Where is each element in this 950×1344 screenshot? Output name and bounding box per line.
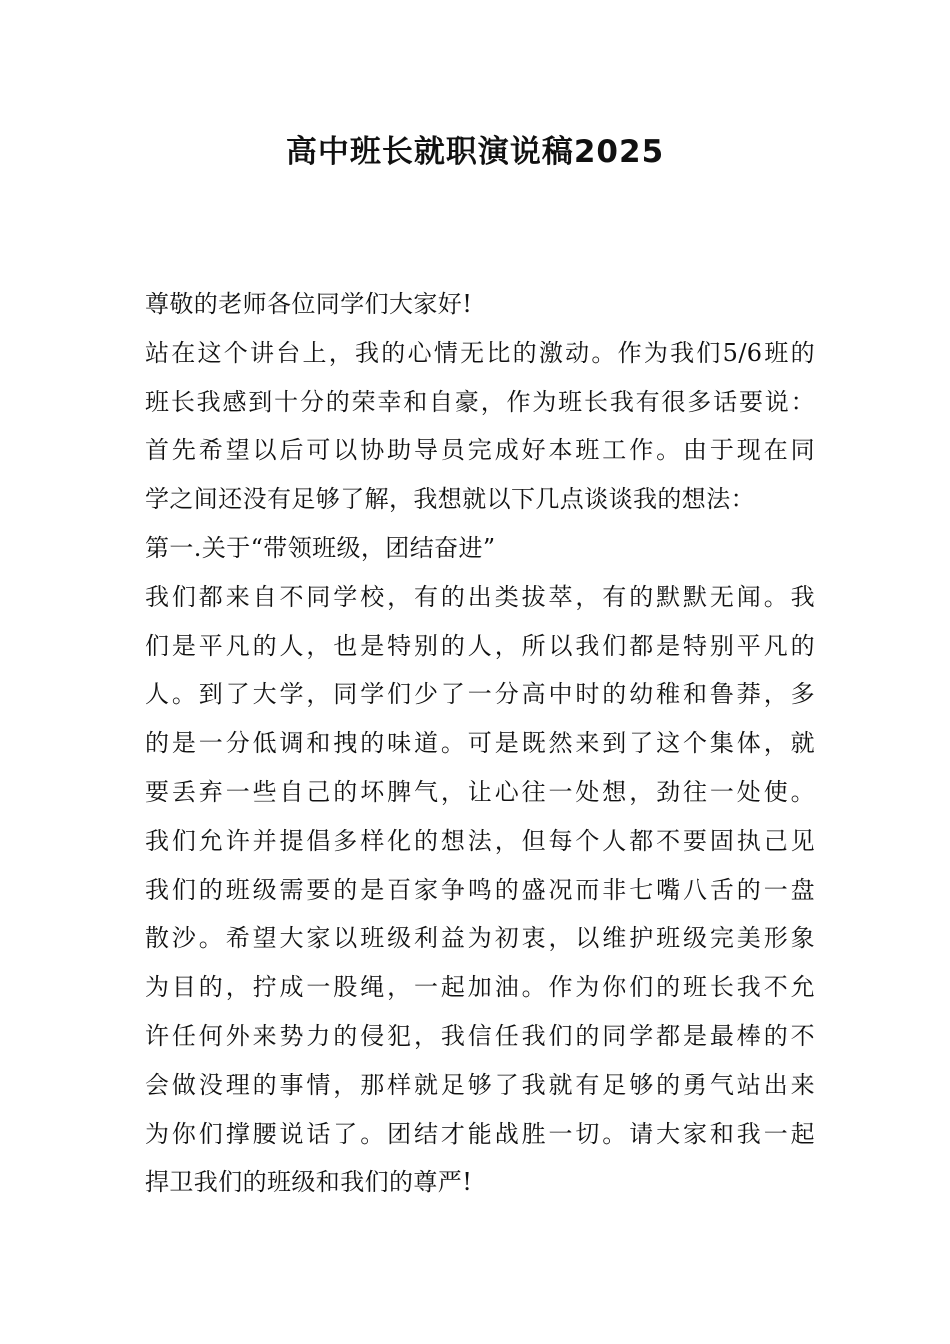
body-line: 我们都来自不同学校，有的出类拔萃，有的默默无闻。我 xyxy=(145,582,815,611)
body-line: 要丢弃一些自己的坏脾气，让心往一处想，劲往一处使。 xyxy=(145,777,815,806)
body-line: 散沙。希望大家以班级利益为初衷，以维护班级完美形象 xyxy=(145,924,815,953)
body-line: 许任何外来势力的侵犯，我信任我们的同学都是最棒的不 xyxy=(145,1021,815,1050)
body-line: 会做没理的事情，那样就足够了我就有足够的勇气站出来 xyxy=(145,1070,815,1099)
body-line: 我们允许并提倡多样化的想法，但每个人都不要固执己见 xyxy=(145,826,815,855)
document-title: 高中班长就职演说稿2025 xyxy=(285,134,665,170)
body-line: 们是平凡的人，也是特别的人，所以我们都是特别平凡的 xyxy=(145,631,815,660)
body-line: 为你们撑腰说话了。团结才能战胜一切。请大家和我一起 xyxy=(145,1119,815,1148)
document-body xyxy=(145,280,815,1207)
body-line: 第一.关于“带领班级，团结奋进” xyxy=(145,533,496,562)
body-line: 人。到了大学，同学们少了一分高中时的幼稚和鲁莽，多 xyxy=(145,680,815,709)
body-line: 站在这个讲台上，我的心情无比的激动。作为我们5/6班的 xyxy=(145,338,815,367)
body-line: 首先希望以后可以协助导员完成好本班工作。由于现在同 xyxy=(145,436,815,465)
body-line: 的是一分低调和拽的味道。可是既然来到了这个集体，就 xyxy=(145,729,815,758)
body-line: 我们的班级需要的是百家争鸣的盛况而非七嘴八舌的一盘 xyxy=(145,875,815,904)
body-line: 学之间还没有足够了解，我想就以下几点谈谈我的想法： xyxy=(145,485,755,514)
body-line: 班长我感到十分的荣幸和自豪，作为班长我有很多话要说： xyxy=(145,387,815,416)
body-line: 尊敬的老师各位同学们大家好! xyxy=(145,290,473,318)
body-line: 捍卫我们的班级和我们的尊严! xyxy=(145,1168,473,1197)
body-line: 为目的，拧成一股绳，一起加油。作为你们的班长我不允 xyxy=(145,973,815,1002)
